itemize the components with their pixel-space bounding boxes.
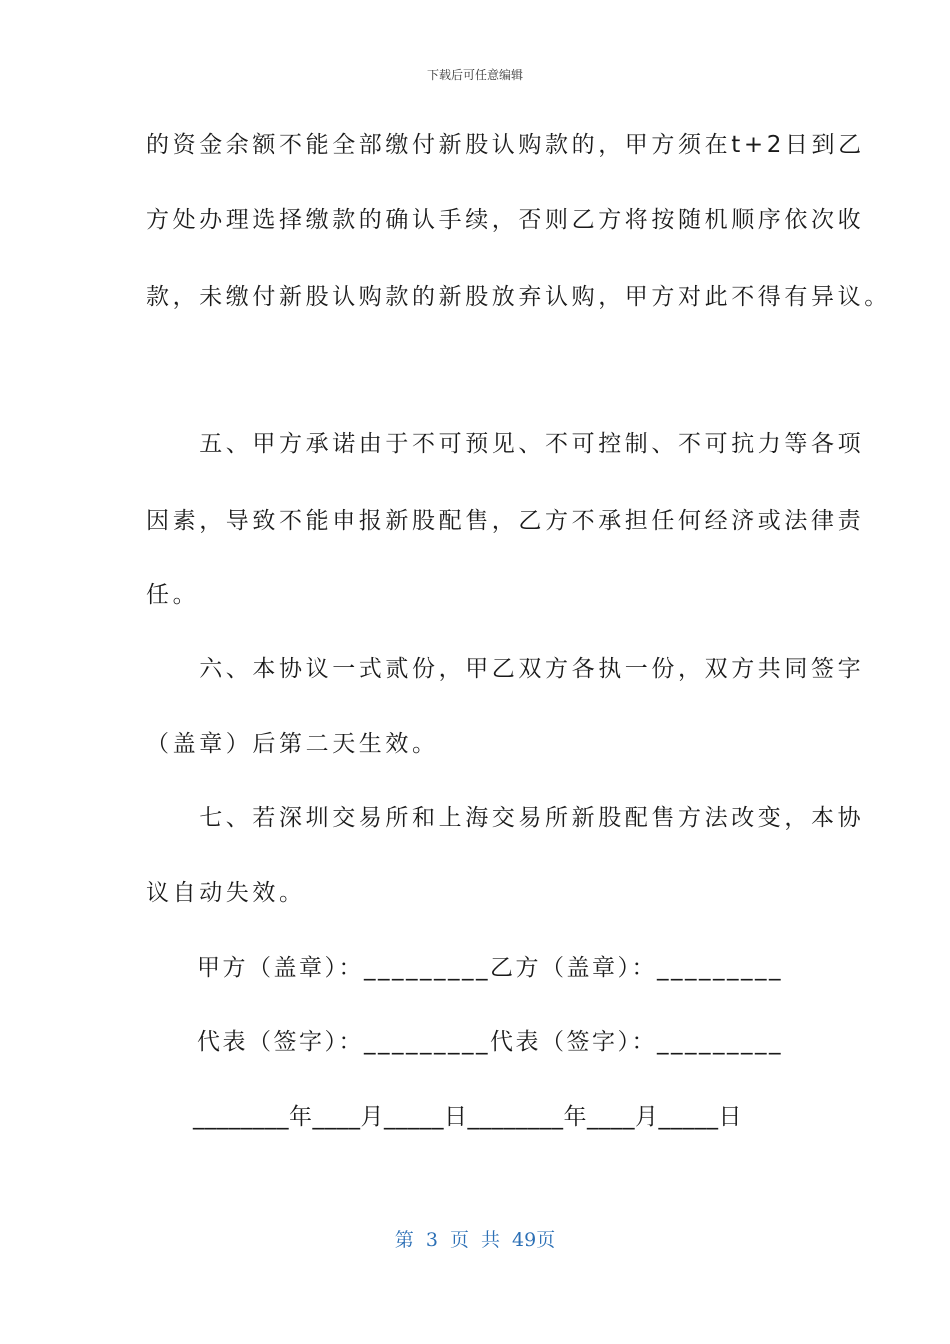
page-header: 下载后可任意编辑	[426, 68, 523, 82]
body-line: （盖章）后第二天生效。	[146, 731, 439, 757]
seal-signature-line: 甲方（盖章）：_________乙方（盖章）：_________	[146, 955, 783, 981]
body-line: 议自动失效。	[146, 880, 306, 906]
body-line: 六、本协议一式贰份，甲乙双方各执一份，双方共同签字	[146, 656, 865, 682]
body-line: 五、甲方承诺由于不可预见、不可控制、不可抗力等各项	[146, 431, 865, 457]
representative-signature-line: 代表（签字）：_________代表（签字）：_________	[146, 1029, 783, 1055]
body-line: 方处办理选择缴款的确认手续，否则乙方将按随机顺序依次收	[146, 207, 865, 233]
body-line: 七、若深圳交易所和上海交易所新股配售方法改变，本协	[146, 805, 865, 831]
body-line: 的资金余额不能全部缴付新股认购款的，甲方须在t+2日到乙	[146, 132, 865, 158]
date-line: ________年____月_____日________年____月_____日	[146, 1104, 742, 1130]
body-line: 任。	[146, 582, 200, 608]
body-line: 款，未缴付新股认购款的新股放弃认购，甲方对此不得有异议。	[146, 284, 891, 310]
body-line: 因素，导致不能申报新股配售，乙方不承担任何经济或法律责	[146, 508, 865, 534]
page-number: 第 3 页 共 49页	[394, 1229, 556, 1251]
